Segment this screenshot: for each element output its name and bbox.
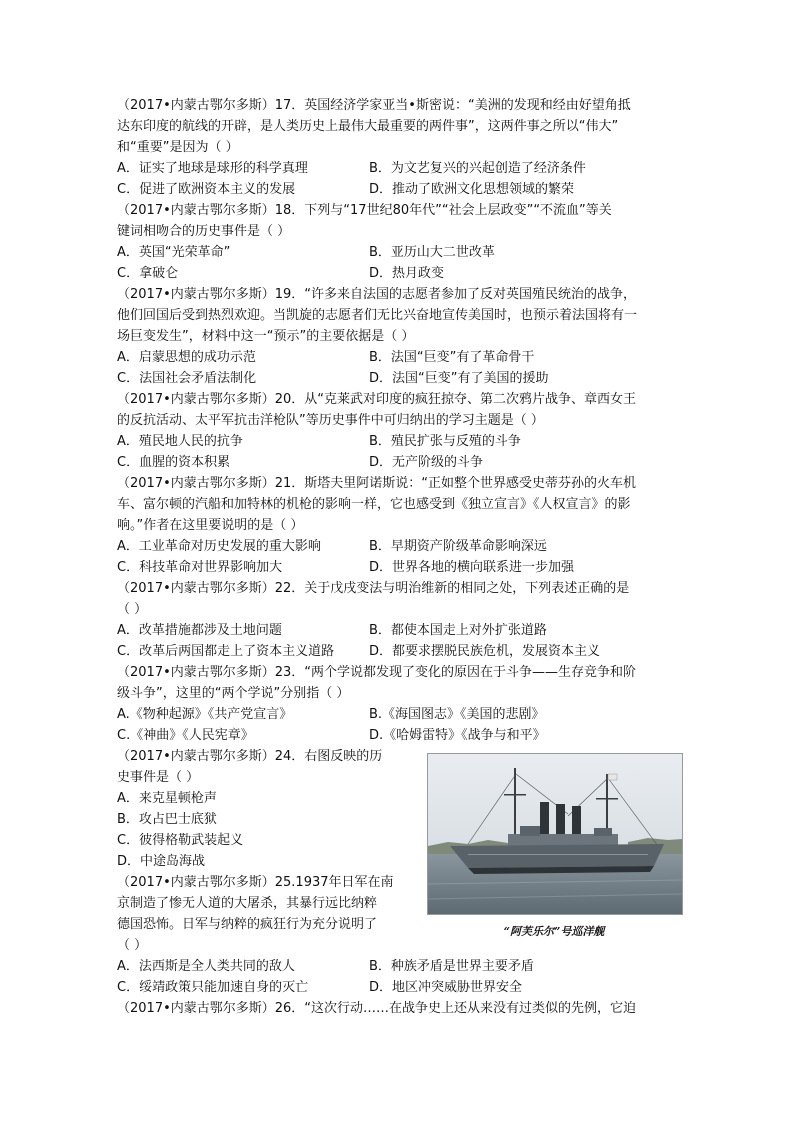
option-a: A．来克星顿枪声: [117, 791, 217, 806]
option-a: A．法西斯是全人类共同的敌人: [117, 959, 295, 974]
option-a: A．殖民地人民的抗争: [117, 434, 243, 449]
question-text: 达东印度的航线的开辟，是人类历史上最伟大最重要的两件事”，这两件事之所以“伟大”: [117, 119, 619, 134]
question-text: （2017•内蒙古鄂尔多斯）22．关于戊戌变法与明治维新的相同之处，下列表述正确的是: [117, 581, 630, 596]
option-c: C．科技革命对世界影响加大: [117, 560, 283, 575]
option-d: D．都要求摆脱民族危机，发展资本主义: [369, 644, 601, 659]
question-17: [117, 95, 682, 200]
option-c: C.《神曲》《人民宪章》: [117, 728, 254, 743]
option-c: C．拿破仑: [117, 266, 179, 281]
question-24: [117, 746, 417, 872]
question-text: （2017•内蒙古鄂尔多斯）21．斯塔夫里阿诺斯说：“正如整个世界感受史蒂芬孙的火车机: [117, 476, 637, 491]
option-d: D．世界各地的横向联系进一步加强: [369, 560, 575, 575]
question-text: 德国恐怖。日军与纳粹的疯狂行为充分说明了: [117, 917, 378, 932]
cruiser-photo: [427, 753, 683, 915]
question-20: [117, 389, 682, 473]
question-text: （ ）: [117, 938, 148, 953]
question-text: （2017•内蒙古鄂尔多斯）19．“许多来自法国的志愿者参加了反对英国殖民统治的战争，: [117, 287, 637, 302]
question-text: （2017•内蒙古鄂尔多斯）23．“两个学说都发现了变化的原因在于斗争——生存竞争和阶: [117, 665, 637, 680]
option-a: A．工业革命对历史发展的重大影响: [117, 539, 321, 554]
question-26: [117, 998, 682, 1019]
option-b: B．种族矛盾是世界主要矛盾: [369, 959, 534, 974]
option-d: D．中途岛海战: [117, 854, 206, 869]
option-a: A．改革措施都涉及土地问题: [117, 623, 282, 638]
question-18: [117, 200, 682, 284]
option-a: A．启蒙思想的成功示范: [117, 350, 256, 365]
question-text: （2017•内蒙古鄂尔多斯）26．“这次行动……在战争史上还从来没有过类似的先例，它迫: [117, 1001, 637, 1016]
question-text: 场巨变发生”，材料中这一“预示”的主要依据是（ ）: [117, 329, 415, 344]
question-text: （ ）: [117, 602, 148, 617]
question-text: 键词相吻合的历史事件是（ ）: [117, 224, 291, 239]
question-25-options: [117, 956, 682, 998]
option-b: B．早期资产阶级革命影响深远: [369, 539, 547, 554]
question-text: 史事件是（ ）: [117, 770, 200, 785]
option-b: B．为文艺复兴的兴起创造了经济条件: [369, 161, 586, 176]
option-d: D.《哈姆雷特》《战争与和平》: [369, 728, 546, 743]
question-text: 级斗争”，这里的“两个学说”分别指（ ）: [117, 686, 350, 701]
question-text: 京制造了惨无人道的大屠杀，其暴行远比纳粹: [117, 896, 378, 911]
exam-page: [117, 95, 682, 1019]
question-21: [117, 473, 682, 578]
option-c: C．彼得格勒武装起义: [117, 833, 244, 848]
option-d: D．无产阶级的斗争: [369, 455, 484, 470]
question-22: [117, 578, 682, 662]
question-24-block: [117, 746, 682, 956]
question-25-text: [117, 872, 417, 956]
question-text: 车、富尔顿的汽船和加特林的机枪的影响一样，它也感受到《独立宣言》《人权宣言》的影: [117, 497, 631, 512]
question-19: [117, 284, 682, 389]
option-c: C．血腥的资本积累: [117, 455, 231, 470]
question-text: （2017•内蒙古鄂尔多斯）17．英国经济学家亚当•斯密说：“美洲的发现和经由好望角抵: [117, 98, 631, 113]
question-text: 和“重要”是因为（ ）: [117, 140, 239, 155]
option-b: B．法国“巨变”有了革命骨干: [369, 350, 535, 365]
option-a: A．英国“光荣革命”: [117, 245, 231, 260]
question-text: （2017•内蒙古鄂尔多斯）20．从“克莱武对印度的疯狂掠夺、第二次鸦片战争、章西女王: [117, 392, 637, 407]
option-d: D．地区冲突威胁世界安全: [369, 980, 523, 995]
option-a: A.《物种起源》《共产党宣言》: [117, 707, 293, 722]
option-b: B．攻占巴士底狱: [117, 812, 217, 827]
option-d: D．法国“巨变”有了美国的援助: [369, 371, 549, 386]
option-b: B．亚历山大二世改革: [369, 245, 495, 260]
figure-caption: “阿芙乐尔”号巡洋舰: [503, 925, 605, 938]
question-text: 的反抗活动、太平军抗击洋枪队”等历史事件中可归纳出的学习主题是（ ）: [117, 413, 544, 428]
question-text: （2017•内蒙古鄂尔多斯）24．右图反映的历: [117, 749, 383, 764]
option-c: C．改革后两国都走上了资本主义道路: [117, 644, 335, 659]
question-text: （2017•内蒙古鄂尔多斯）25.1937年日军在南: [117, 875, 394, 890]
option-b: B.《海国图志》《美国的悲剧》: [369, 707, 545, 722]
option-c: C．促进了欧洲资本主义的发展: [117, 182, 296, 197]
question-text: 他们回国后受到热烈欢迎。当凯旋的志愿者们无比兴奋地宣传美国时，也预示着法国将有一: [117, 308, 638, 323]
question-text: （2017•内蒙古鄂尔多斯）18．下列与“17世纪80年代”“社会上层政变”“不流血”等关: [117, 203, 612, 218]
option-c: C．绥靖政策只能加速自身的灭亡: [117, 980, 309, 995]
option-b: B．都使本国走上对外扩张道路: [369, 623, 547, 638]
figure-aurora-cruiser: [427, 753, 681, 937]
option-d: D．热月政变: [369, 266, 445, 281]
option-a: A．证实了地球是球形的科学真理: [117, 161, 308, 176]
option-b: B．殖民扩张与反殖的斗争: [369, 434, 521, 449]
option-c: C．法国社会矛盾法制化: [117, 371, 257, 386]
option-d: D．推动了欧洲文化思想领域的繁荣: [369, 182, 575, 197]
question-23: [117, 662, 682, 746]
question-text: 响。”作者在这里要说明的是（ ）: [117, 518, 304, 533]
